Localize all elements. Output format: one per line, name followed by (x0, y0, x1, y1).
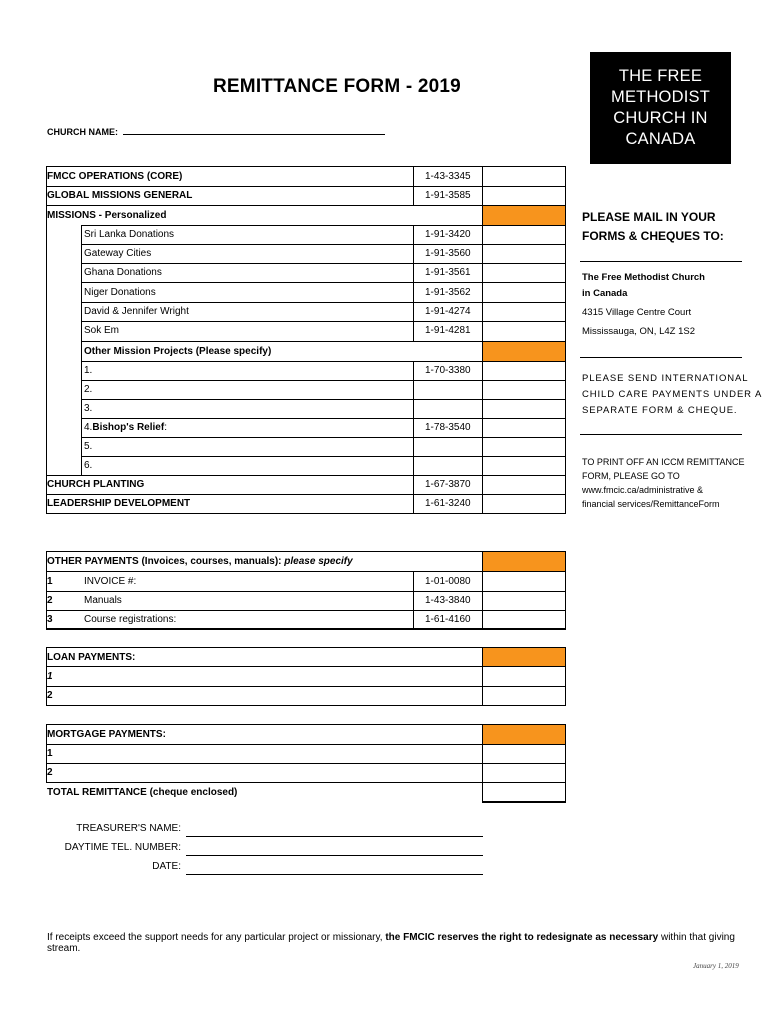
row-number: 1 (47, 671, 53, 682)
row-label: Other Mission Projects (Please specify) (84, 346, 272, 357)
account-code: 1-67-3870 (425, 479, 471, 490)
note-line: financial services/RemittanceForm (582, 499, 720, 509)
account-code: 1-43-3840 (425, 595, 471, 606)
row-label: Gateway Cities (84, 248, 152, 259)
sidebar-divider (580, 261, 742, 262)
mail-heading-line: FORMS & CHEQUES TO: (582, 229, 724, 243)
account-code: 1-91-4274 (425, 306, 471, 317)
row-label: Niger Donations (84, 287, 156, 298)
note-line: www.fmcic.ca/administrative & (582, 485, 704, 495)
row-label: CHURCH PLANTING (47, 479, 145, 490)
form-title: REMITTANCE FORM - 2019 (213, 76, 461, 97)
row-number: 2 (47, 767, 53, 778)
total-remittance-field[interactable] (483, 783, 565, 801)
logo-line: METHODIST (611, 88, 710, 106)
address-name: The Free Methodist Church (582, 272, 705, 283)
other-payments-header-emph: please specify (284, 556, 353, 567)
account-code: 1-91-3561 (425, 267, 471, 278)
note-line: PLEASE SEND INTERNATIONAL (582, 373, 749, 384)
note-line: CHILD CARE PAYMENTS UNDER A (582, 389, 763, 400)
account-code: 1-70-3380 (425, 365, 471, 376)
note-line: FORM, PLEASE GO TO (582, 471, 680, 481)
mail-heading (582, 208, 724, 246)
other-payments-header-text: OTHER PAYMENTS (Invoices, courses, manuals): (47, 556, 285, 567)
row-label-prefix: 4. (84, 422, 93, 433)
address-name: in Canada (582, 288, 628, 299)
account-code: 1-01-0080 (425, 576, 471, 587)
amount-highlight (483, 725, 565, 744)
row-label: 3. (84, 403, 93, 414)
row-label: GLOBAL MISSIONS GENERAL (47, 190, 193, 201)
row-label: David & Jennifer Wright (84, 306, 189, 317)
mortgage-payments-header: MORTGAGE PAYMENTS: (47, 729, 166, 740)
row-number: 3 (47, 614, 53, 625)
note-text: within that giving stream. (47, 932, 735, 954)
row-label: Manuals (84, 595, 122, 606)
row-number: 2 (47, 690, 53, 701)
account-code: 1-61-3240 (425, 498, 471, 509)
row-label: Sok Em (84, 325, 120, 336)
note-line: TO PRINT OFF AN ICCM REMITTANCE (582, 457, 745, 467)
row-label: FMCC OPERATIONS (CORE) (47, 171, 183, 182)
row-label: 2. (84, 384, 93, 395)
phone-field[interactable] (186, 855, 483, 856)
table-line (482, 801, 566, 803)
row-number: 1 (47, 576, 53, 587)
mailing-address (582, 270, 705, 340)
row-number: 2 (47, 595, 53, 606)
redesignation-note (47, 932, 770, 954)
date-field[interactable] (186, 874, 483, 875)
mail-heading-line: PLEASE MAIL IN YOUR (582, 210, 716, 224)
loan-payments-header: LOAN PAYMENTS: (47, 652, 136, 663)
account-code: 1-91-3560 (425, 248, 471, 259)
account-code: 1-91-3585 (425, 190, 471, 201)
logo-line: CANADA (625, 130, 696, 148)
row-label-text: Bishop's Relief (92, 422, 165, 433)
logo-line: THE FREE (618, 67, 703, 85)
print-note (582, 455, 745, 511)
account-code: 1-91-3562 (425, 287, 471, 298)
table-line (565, 724, 566, 802)
total-remittance-label: TOTAL REMITTANCE (cheque enclosed) (47, 787, 238, 798)
date-label: DATE: (152, 861, 181, 872)
table-line (46, 763, 566, 764)
account-code: 1-78-3540 (425, 422, 471, 433)
table-line (46, 744, 566, 745)
row-label: Course registrations: (84, 614, 177, 625)
note-line: SEPARATE FORM & CHEQUE. (582, 405, 738, 416)
sidebar-divider (580, 357, 742, 358)
note-text-bold: the FMCIC reserves the right to redesignate as necessary (385, 932, 659, 943)
row-label: Ghana Donations (84, 267, 162, 278)
treasurer-name-label: TREASURER'S NAME: (76, 823, 181, 834)
address-street: 4315 Village Centre Court (582, 307, 692, 318)
row-label: INVOICE #: (84, 576, 137, 587)
church-name-label: CHURCH NAME: (47, 127, 121, 137)
treasurer-name-field[interactable] (186, 836, 483, 837)
row-label: 5. (84, 441, 93, 452)
account-code: 1-91-3420 (425, 229, 471, 240)
row-label-suffix: : (164, 422, 167, 433)
international-note (582, 371, 762, 419)
account-code: 1-61-4160 (425, 614, 471, 625)
row-label: 6. (84, 460, 93, 471)
row-label: LEADERSHIP DEVELOPMENT (47, 498, 191, 509)
row-label: MISSIONS - Personalized (47, 210, 167, 221)
account-code: 1-43-3345 (425, 171, 471, 182)
row-label: Sri Lanka Donations (84, 229, 175, 240)
account-code: 1-91-4281 (425, 325, 471, 336)
form-revision-date: January 1, 2019 (693, 962, 739, 970)
sidebar-divider (580, 434, 742, 435)
note-text: If receipts exceed the support needs for any particular project or missionary, (47, 932, 386, 943)
phone-label: DAYTIME TEL. NUMBER: (64, 842, 181, 853)
row-label: 1. (84, 365, 93, 376)
row-number: 1 (47, 748, 53, 759)
logo-line: CHURCH IN (613, 109, 708, 127)
address-city: Mississauga, ON, L4Z 1S2 (582, 326, 695, 337)
